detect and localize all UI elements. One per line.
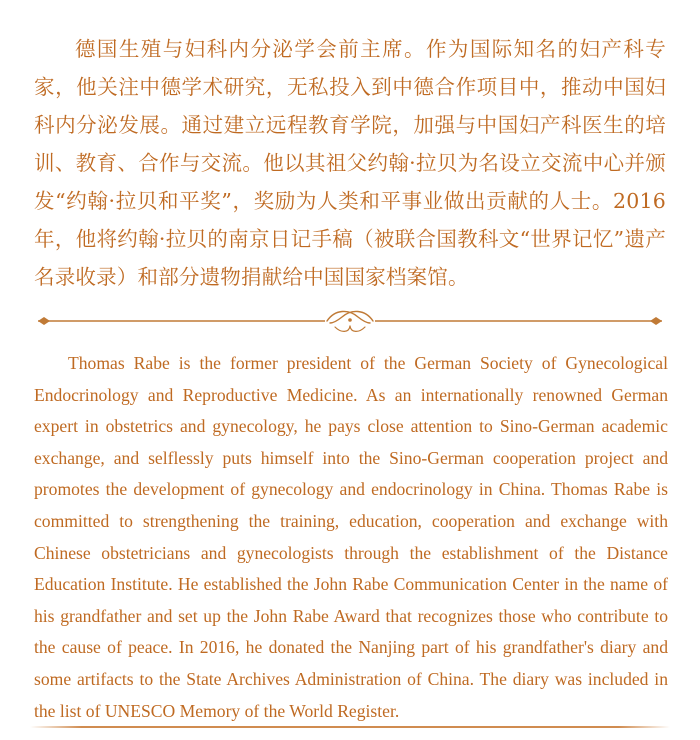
bottom-horizontal-rule [30, 726, 670, 728]
chinese-paragraph: 德国生殖与妇科内分泌学会前主席。作为国际知名的妇产科专家，他关注中德学术研究，无私投入到中德合作项目中，推动中国妇科内分泌发展。通过建立远程教育学院，加强与中国妇产科医生的培训、教育、合作与交流。他以其祖父约翰·拉贝为名设立交流中心并颁发“约翰·拉贝和平奖”，奖励为人类和平事业做出贡献的人士。2016年，他将约翰·拉贝的南京日记手稿（被联合国教科文“世界记忆”遗产名录收录）和部分遗物捐献给中国国家档案馆。 [34, 37, 666, 289]
english-text-block [34, 348, 668, 727]
english-paragraph: Thomas Rabe is the former president of the German Society of Gynecological Endocrinology and Reproductive Medicine. As an internationally renowned German expert in obstetrics and gynecology, he pays close attention to Sino-German academic exchange, and selflessly puts himself into the Sino-German cooperation project and promotes the development of gynecology and endocrinology in China. Thomas Rabe is committed to strengthening the training, education, cooperation and exchange with Chinese obstetricians and gynecologists through the establishment of the Distance Education Institute. He established the John Rabe Communication Center in the name of his grandfather and set up the John Rabe Award that recognizes those who contribute to the cause of peace. In 2016, he donated the Nanjing part of his grandfather's diary and some artifacts to the State Archives Administration of China. The diary was included in the list of UNESCO Memory of the World Register. [34, 353, 668, 721]
chinese-text-block [34, 30, 666, 296]
scroll-divider-ornament [30, 304, 670, 338]
